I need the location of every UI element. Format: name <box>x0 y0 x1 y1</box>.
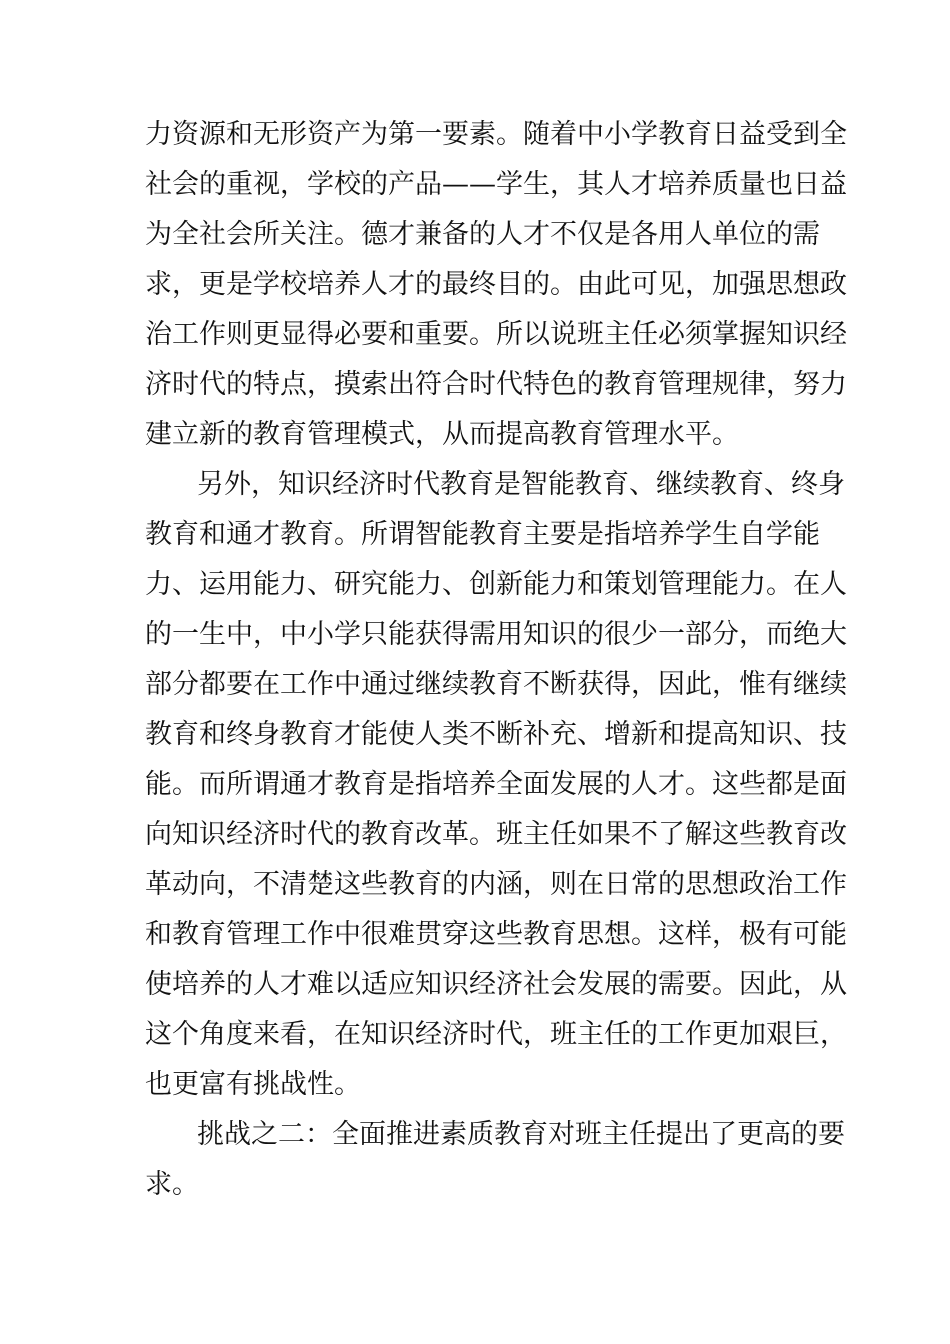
text-line: 向知识经济时代的教育改革。班主任如果不了解这些教育改 <box>145 819 847 850</box>
text-line: 济时代的特点，摸索出符合时代特色的教育管理规律，努力 <box>145 369 847 400</box>
paragraph-first-line: 挑战之二：全面推进素质教育对班主任提出了更高的要 <box>197 1119 845 1150</box>
text-line: 部分都要在工作中通过继续教育不断获得，因此，惟有继续 <box>145 669 847 700</box>
text-line: 的一生中，中小学只能获得需用知识的很少一部分，而绝大 <box>145 619 847 650</box>
text-line: 能。而所谓通才教育是指培养全面发展的人才。这些都是面 <box>145 769 847 800</box>
text-line: 力资源和无形资产为第一要素。随着中小学教育日益受到全 <box>145 119 847 150</box>
text-line: 求。 <box>145 1169 199 1200</box>
text-line: 这个角度来看，在知识经济时代，班主任的工作更加艰巨， <box>145 1019 847 1050</box>
text-line: 为全社会所关注。德才兼备的人才不仅是各用人单位的需 <box>145 219 820 250</box>
text-line: 求，更是学校培养人才的最终目的。由此可见，加强思想政 <box>145 269 847 300</box>
text-line: 和教育管理工作中很难贯穿这些教育思想。这样，极有可能 <box>145 919 847 950</box>
text-line: 教育和通才教育。所谓智能教育主要是指培养学生自学能 <box>145 519 820 550</box>
text-line: 社会的重视，学校的产品——学生，其人才培养质量也日益 <box>145 169 847 200</box>
text-line: 力、运用能力、研究能力、创新能力和策划管理能力。在人 <box>145 569 847 600</box>
text-line: 建立新的教育管理模式，从而提高教育管理水平。 <box>145 419 739 450</box>
text-line: 教育和终身教育才能使人类不断补充、增新和提高知识、技 <box>145 719 847 750</box>
paragraph-first-line: 另外，知识经济时代教育是智能教育、继续教育、终身 <box>197 469 845 500</box>
text-line: 革动向，不清楚这些教育的内涵，则在日常的思想政治工作 <box>145 869 847 900</box>
body-text <box>145 110 845 1210</box>
text-line: 也更富有挑战性。 <box>145 1069 361 1100</box>
text-line: 治工作则更显得必要和重要。所以说班主任必须掌握知识经 <box>145 319 847 350</box>
text-line: 使培养的人才难以适应知识经济社会发展的需要。因此，从 <box>145 969 847 1000</box>
